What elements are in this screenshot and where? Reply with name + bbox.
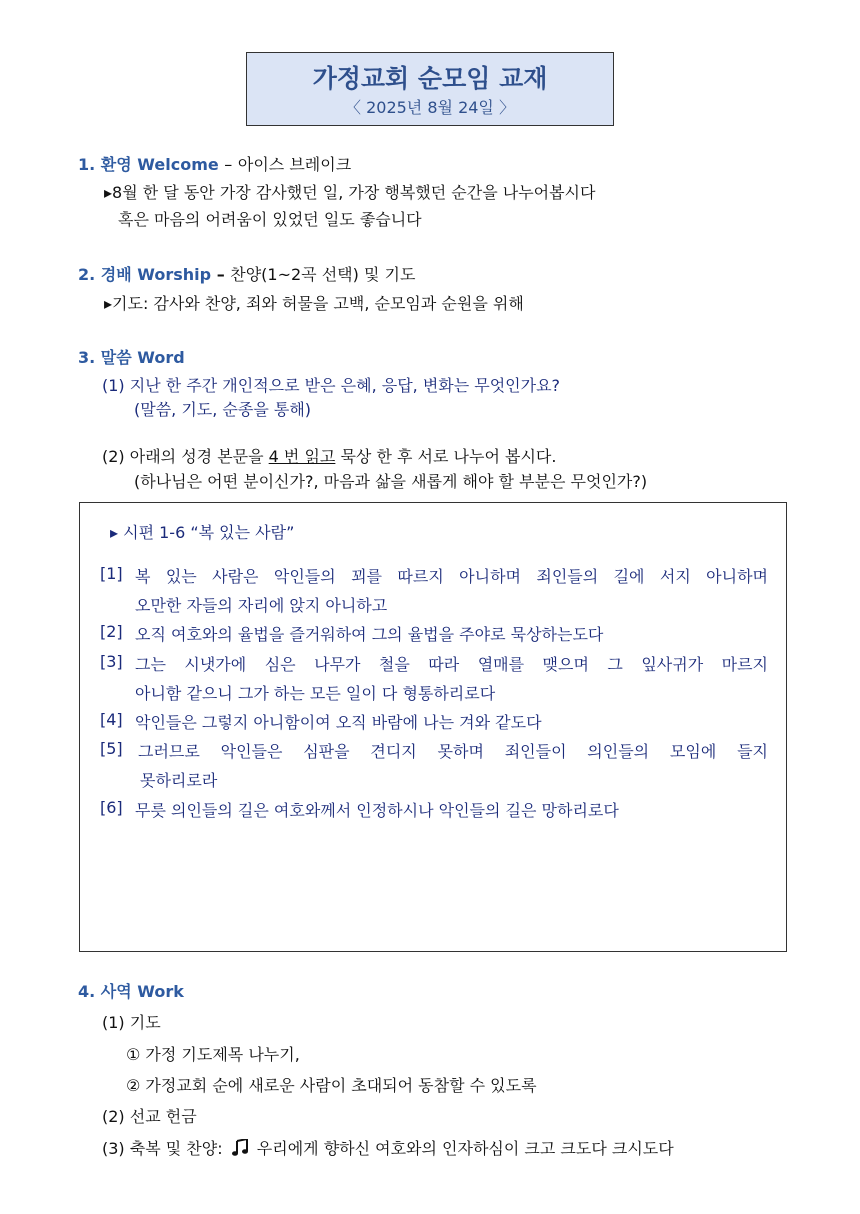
section2-heading: [78, 262, 415, 285]
section3-number: 3.: [78, 348, 96, 367]
section4-number: 4.: [78, 982, 96, 1001]
section1-dash: –: [224, 155, 233, 174]
section2-line1: ▸기도: 감사와 찬양, 죄와 허물을 고백, 순모임과 순원을 위해: [104, 294, 524, 313]
section1-number: 1.: [78, 155, 96, 174]
verse-6-line1: 무릇 의인들의 길은 여호와께서 인정하시나 악인들의 길은 망하리로다: [135, 801, 619, 820]
section4-item3: [102, 1136, 674, 1161]
section3-question1-note: (말씀, 기도, 순종을 통해): [134, 400, 312, 419]
section4-title-en: Work: [137, 982, 184, 1001]
section1-line1: ▸8월 한 달 동안 가장 감사했던 일, 가장 행복했던 순간을 나누어봅시다: [104, 183, 596, 202]
section2-number: 2.: [78, 265, 96, 284]
title-box: [246, 52, 614, 126]
section3-heading: [78, 345, 185, 368]
section1-title-ko: 환영: [100, 155, 132, 174]
section4-item1: (1) 기도: [102, 1013, 161, 1032]
verse-3-line2: 아니함 같으니 그가 하는 모든 일이 다 형통하리로다: [135, 684, 496, 703]
verse-5-number: [5]: [100, 739, 123, 758]
verse-6-number: [6]: [100, 798, 123, 817]
section3-question2-note: (하나님은 어떤 분이신가?, 마음과 삶을 새롭게 해야 할 부분은 무엇인가?): [134, 472, 648, 491]
page-date: 〈 2025년 8월 24일 〉: [345, 98, 515, 117]
section4-heading: [78, 979, 184, 1002]
verse-2-line1: 오직 여호와의 율법을 즐거워하여 그의 율법을 주야로 묵상하는도다: [135, 625, 604, 644]
verse-1-line1: 복 있는 사람은 악인들의 꾀를 따르지 아니하며 죄인들의 길에 서지 아니하며: [135, 567, 768, 586]
section1-heading: [78, 152, 351, 175]
scripture-passage-box: [79, 502, 787, 952]
passage-heading: ▸ 시편 1-6 “복 있는 사람”: [110, 523, 295, 542]
verse-2-number: [2]: [100, 622, 123, 641]
verse-5-line1: 그러므로 악인들은 심판을 견디지 못하며 죄인들이 의인들의 모임에 들지: [138, 742, 768, 761]
verse-5-line2: 못하리로라: [140, 771, 218, 790]
section2-subtitle: 찬양(1~2곡 선택) 및 기도: [230, 265, 416, 284]
section4-item1-b: ② 가정교회 순에 새로운 사람이 초대되어 동참할 수 있도록: [126, 1076, 537, 1095]
section4-item3-text: 우리에게 향하신 여호와의 인자하심이 크고 크도다 크시도다: [256, 1139, 674, 1158]
section1-line2: 혹은 마음의 어려움이 있었던 일도 좋습니다: [118, 210, 422, 229]
q2-text-pre: (2) 아래의 성경 본문을: [102, 447, 269, 466]
verse-1-number: [1]: [100, 564, 123, 583]
verse-4-line1: 악인들은 그렇지 아니함이여 오직 바람에 나는 겨와 같도다: [135, 713, 542, 732]
verse-4-number: [4]: [100, 710, 123, 729]
section3-question1: (1) 지난 한 주간 개인적으로 받은 은혜, 응답, 변화는 무엇인가요?: [102, 376, 561, 395]
q2-underlined-text: 4 번 읽고: [268, 447, 336, 466]
section4-item2: (2) 선교 헌금: [102, 1107, 197, 1126]
section2-title-ko: 경배: [100, 265, 132, 284]
verse-3-number: [3]: [100, 652, 123, 671]
section4-title-ko: 사역: [100, 982, 132, 1001]
section2-title-en: Worship: [137, 265, 212, 284]
section1-title-en: Welcome: [137, 155, 219, 174]
section3-title-ko: 말씀: [100, 348, 132, 367]
section3-title-en: Word: [137, 348, 185, 367]
music-note-icon: [232, 1139, 248, 1161]
section2-dash: –: [216, 265, 225, 284]
q2-text-post: 묵상 한 후 서로 나누어 봅시다.: [335, 447, 557, 466]
verse-3-line1: 그는 시냇가에 심은 나무가 철을 따라 열매를 맺으며 그 잎사귀가 마르지: [135, 655, 768, 674]
verse-1-line2: 오만한 자들의 자리에 앉지 아니하고: [135, 596, 388, 615]
page-title: 가정교회 순모임 교재: [312, 64, 548, 93]
section4-item1-a: ① 가정 기도제목 나누기,: [126, 1045, 300, 1064]
section1-subtitle: 아이스 브레이크: [237, 155, 352, 174]
section4-item3-label: (3) 축복 및 찬양:: [102, 1139, 223, 1158]
section3-question2: [102, 444, 556, 467]
